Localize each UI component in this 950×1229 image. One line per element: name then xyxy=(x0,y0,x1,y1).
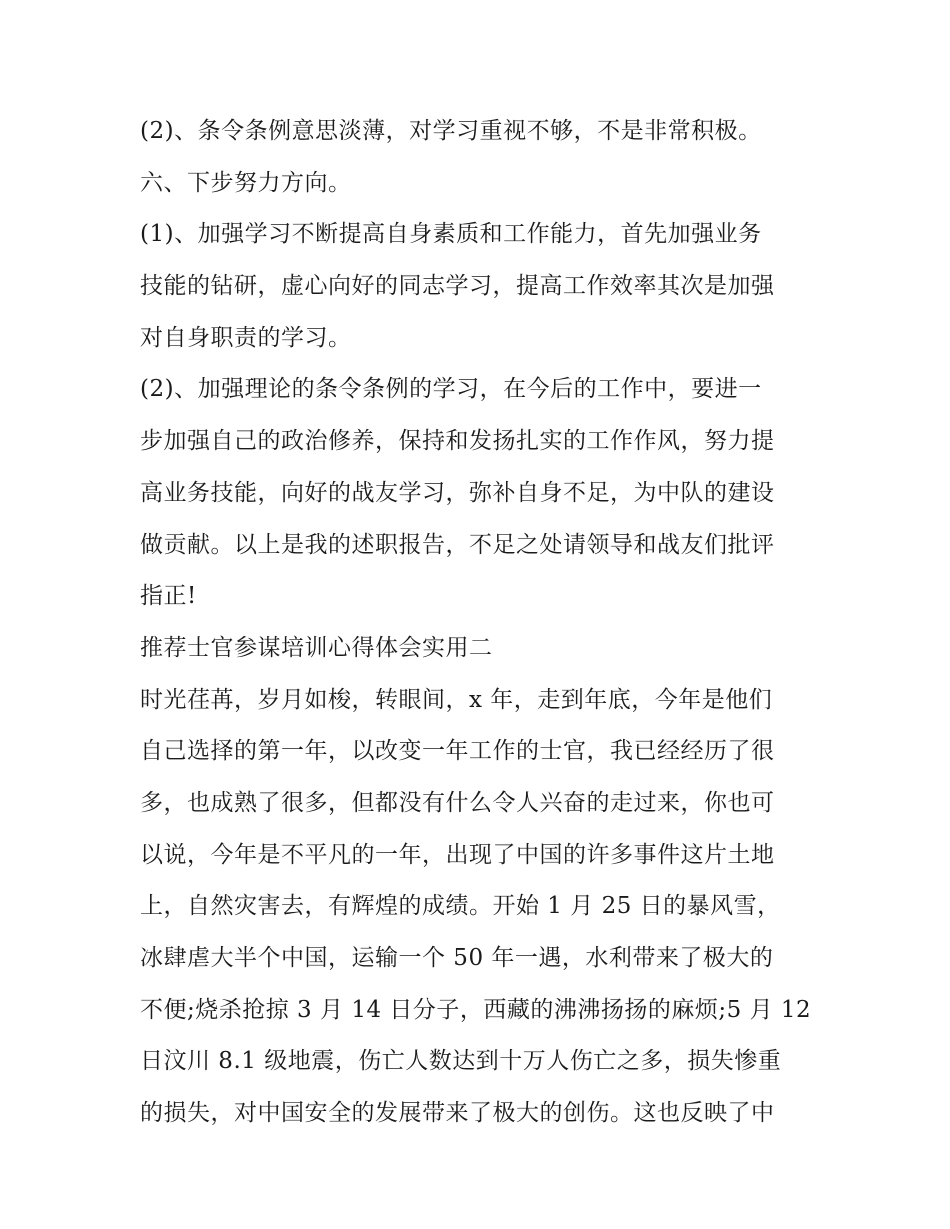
text-line: 对自身职责的学习。 xyxy=(140,324,352,351)
text-line: 冰肆虐大半个中国，运输一个 50 年一遇，水利带来了极大的 xyxy=(140,945,774,971)
text-line: 时光荏苒，岁月如梭，转眼间，x 年，走到年底，今年是他们 xyxy=(140,686,773,713)
text-line: 的损失，对中国安全的发展带来了极大的创伤。这也反映了中 xyxy=(140,1100,775,1127)
text-line: 做贡献。以上是我的述职报告，不足之处请领导和战友们批评 xyxy=(140,531,775,558)
text-line: 步加强自己的政治修养，保持和发扬扎实的工作作风，努力提 xyxy=(140,428,775,455)
text-line: 不便;烧杀抢掠 3 月 14 日分子，西藏的沸沸扬扬的麻烦;5 月 12 xyxy=(140,996,812,1023)
text-line: (2)、加强理论的条令条例的学习，在今后的工作中，要进一 xyxy=(140,376,762,403)
section-heading: 六、下步努力方向。 xyxy=(140,169,352,196)
text-line: 自己选择的第一年，以改变一年工作的士官，我已经经历了很 xyxy=(140,738,775,765)
text-line: 高业务技能，向好的战友学习，弥补自身不足，为中队的建设 xyxy=(140,479,775,506)
text-line: 多，也成熟了很多，但都没有什么令人兴奋的走过来，你也可 xyxy=(140,789,775,816)
text-line: (1)、加强学习不断提高自身素质和工作能力，首先加强业务 xyxy=(140,221,762,248)
text-line: 指正! xyxy=(140,583,197,610)
text-line: 日汶川 8.1 级地震，伤亡人数达到十万人伤亡之多，损失惨重 xyxy=(140,1048,782,1075)
text-line: (2)、条令条例意思淡薄，对学习重视不够，不是非常积极。 xyxy=(140,118,762,144)
text-line: 技能的钻研，虚心向好的同志学习，提高工作效率其次是加强 xyxy=(140,273,775,300)
document-body xyxy=(140,106,820,1140)
text-line: 以说，今年是不平凡的一年，出现了中国的许多事件这片土地 xyxy=(140,841,775,868)
article-title: 推荐士官参谋培训心得体会实用二 xyxy=(140,634,493,661)
text-line: 上，自然灾害去，有辉煌的成绩。开始 1 月 25 日的暴风雪， xyxy=(140,893,781,920)
